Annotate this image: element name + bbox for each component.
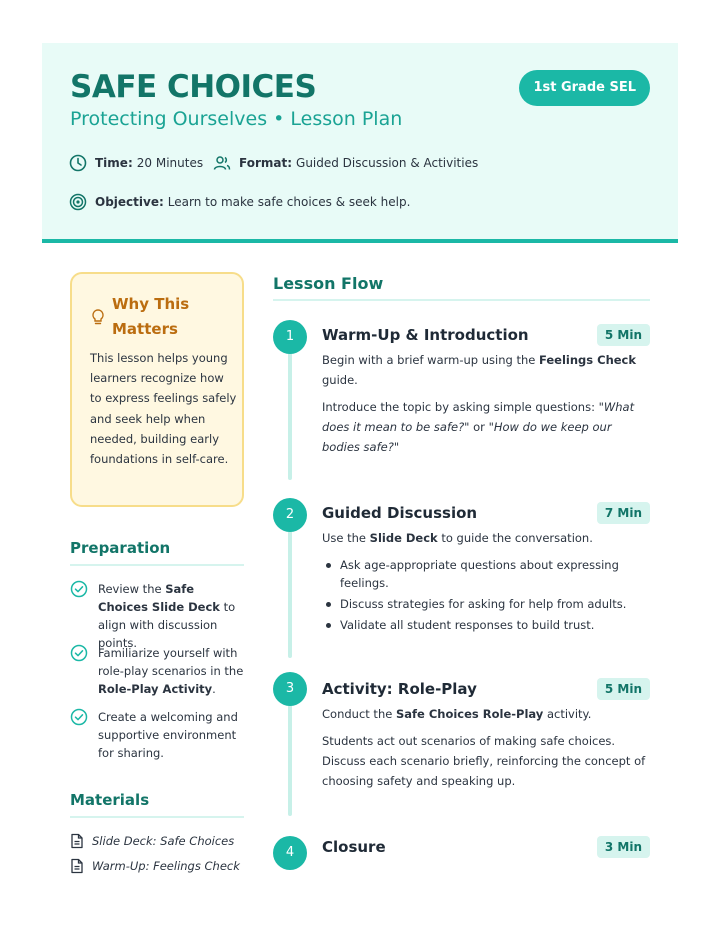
document-icon [70,858,84,874]
step-number: 3 [273,672,307,706]
material-item [70,833,234,849]
materials-divider [70,816,244,818]
lesson-flow-divider [273,299,650,301]
step-title: Activity: Role-Play [322,680,477,698]
step-duration: 3 Min [597,836,650,858]
preparation-heading: Preparation [70,539,171,557]
timeline-connector [288,518,292,658]
objective-value: Learn to make safe choices & seek help. [167,195,411,209]
meta-format [212,153,478,173]
clock-icon [68,153,88,173]
document-icon [70,833,84,849]
check-circle-icon [70,644,88,662]
step-duration: 7 Min [597,502,650,524]
timeline-connector [288,340,292,480]
step-bullet-list [322,556,652,637]
objective-label: Objective: [95,195,164,209]
prep-text: Review the Safe Choices Slide Deck to align with discussion points. [98,582,236,650]
time-value: 20 Minutes [136,156,204,170]
step-text: Begin with a brief warm-up using the Feelings Check guide. [322,353,637,387]
step-text: Use the Slide Deck to guide the conversation. [322,531,593,545]
why-title: Why This Matters [112,295,190,338]
material-label: Warm-Up: Feelings Check [92,859,240,873]
grade-badge: 1st Grade SEL [519,70,650,106]
meta-time [68,153,203,173]
check-circle-icon [70,708,88,726]
step-title: Warm-Up & Introduction [322,326,529,344]
step-number: 1 [273,320,307,354]
lightbulb-icon [90,308,106,326]
target-icon [68,192,88,212]
why-callout [70,272,244,507]
material-item [70,858,240,874]
prep-text: Familiarize yourself with role-play scenarios in the Role-Play Activity. [98,646,244,696]
materials-heading: Materials [70,791,150,809]
step-text: Conduct the Safe Choices Role-Play activity. [322,707,592,721]
page-subtitle: Protecting Ourselves • Lesson Plan [70,108,403,130]
material-label: Slide Deck: Safe Choices [92,834,235,848]
step-title: Closure [322,838,386,856]
bullet-item: Validate all student responses to build trust. [322,616,652,634]
preparation-divider [70,564,244,566]
bullet-item: Ask age-appropriate questions about expressing feelings. [322,556,652,592]
format-value: Guided Discussion & Activities [296,156,479,170]
check-circle-icon [70,580,88,598]
page-title: SAFE CHOICES [70,69,317,105]
lesson-header [42,43,678,243]
why-text: This lesson helps young learners recognize how to express feelings safely and seek help when needed, building early foundations in self-care. [90,351,237,467]
lesson-flow-heading: Lesson Flow [273,274,384,293]
step-number: 4 [273,836,307,870]
step-title: Guided Discussion [322,504,478,522]
step-duration: 5 Min [597,324,650,346]
step-text: Students act out scenarios of making safe choices. Discuss each scenario briefly, reinforcing the concept of choosing safety and speaking up. [322,734,646,788]
step-text: Introduce the topic by asking simple questions: "What does it mean to be safe?" or "How do we keep our bodies safe?" [322,400,635,454]
timeline-connector [288,692,292,816]
step-duration: 5 Min [597,678,650,700]
prep-text: Create a welcoming and supportive environment for sharing. [98,710,238,760]
users-icon [212,153,232,173]
bullet-item: Discuss strategies for asking for help from adults. [322,595,652,613]
step-number: 2 [273,498,307,532]
format-label: Format: [239,156,293,170]
meta-objective [68,192,410,212]
time-label: Time: [95,156,133,170]
